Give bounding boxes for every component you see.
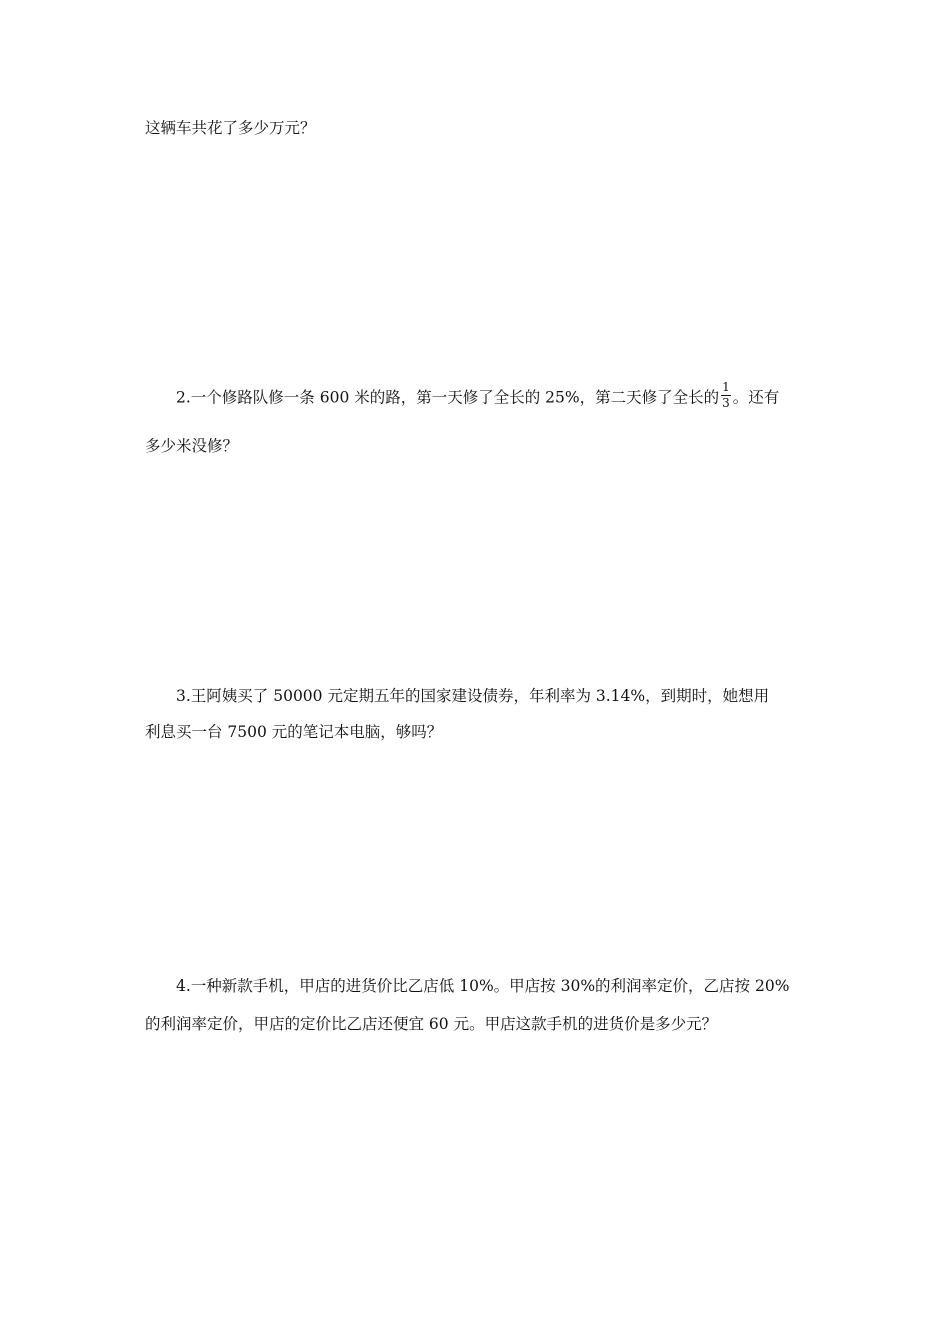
q4-line-2: 的利润率定价，甲店的定价比乙店还便宜 60 元。甲店这款手机的进货价是多少元？: [145, 1015, 718, 1033]
q3-line-1: 3.王阿姨买了 50000 元定期五年的国家建设债券，年利率为 3.14%，到期时，她想用: [176, 687, 770, 705]
q2-text-after-fraction: 。还有: [732, 388, 780, 407]
fraction-denominator: 3: [722, 396, 730, 410]
q4-line-1: 4.一种新款手机，甲店的进货价比乙店低 10%。甲店按 30%的利润率定价，乙店按 20%: [176, 977, 790, 995]
q2-line-2: 多少米没修？: [145, 437, 239, 455]
fraction-one-third: [721, 381, 731, 410]
q1-text: 这辆车共花了多少万元？: [145, 119, 316, 137]
q2-line-1: [176, 380, 780, 413]
q3-line-2: 利息买一台 7500 元的笔记本电脑，够吗？: [145, 723, 443, 741]
fraction-numerator: 1: [722, 380, 730, 394]
q2-text-before-fraction: 2.一个修路队修一条 600 米的路，第一天修了全长的 25%，第二天修了全长的: [176, 388, 720, 407]
